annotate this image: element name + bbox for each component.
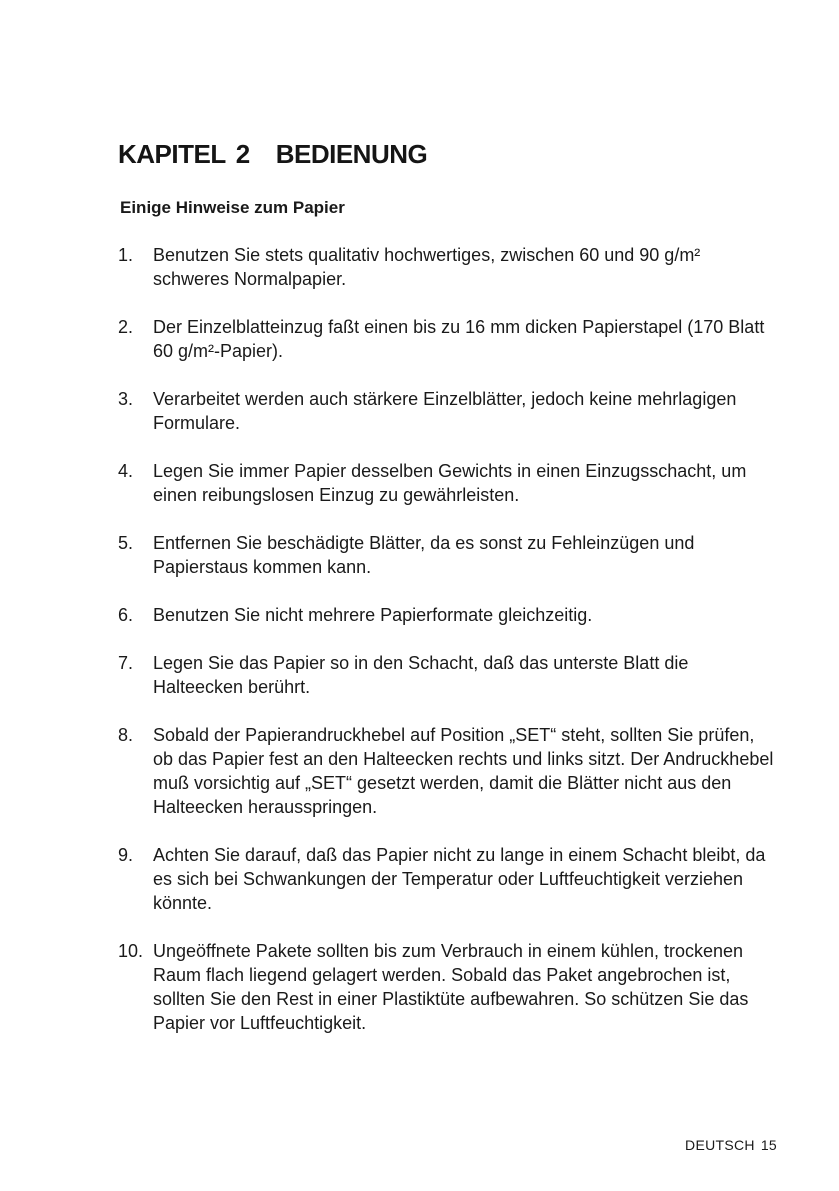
list-item [118,387,778,435]
item-number: 9. [118,845,134,865]
section-heading: Einige Hinweise zum Papier [120,198,345,217]
item-number: 2. [118,317,134,337]
chapter-number: 2 [235,139,250,169]
item-number: 4. [118,461,134,481]
list-item [118,531,778,579]
item-text: Legen Sie immer Papier desselben Gewichts in einen Einzugsschacht, um einen reibungslosen Einzug zu gewährleisten. [153,461,747,505]
footer-language: DEUTSCH [685,1137,755,1153]
item-number: 10. [118,941,144,961]
item-number: 7. [118,653,134,673]
chapter-title [118,139,427,170]
item-text: Achten Sie darauf, daß das Papier nicht zu lange in einem Schacht bleibt, da es sich bei Schwankungen der Temperatur oder Luftfeuchtigkeit verziehen könnte. [153,845,766,913]
item-number: 1. [118,245,134,265]
item-text: Benutzen Sie stets qualitativ hochwertiges, zwischen 60 und 90 g/m² schweres Normalpapier. [153,245,701,289]
item-number: 8. [118,725,134,745]
list-item [118,651,778,699]
item-text: Verarbeitet werden auch stärkere Einzelblätter, jedoch keine mehrlagigen Formulare. [153,389,737,433]
item-text: Sobald der Papierandruckhebel auf Position „SET“ steht, sollten Sie prüfen, ob das Papier fest an den Halteecken rechts und links sitzt. Der Andruckhebel muß vorsichtig auf „SET“ gesetzt werden, damit die Blätter nicht aus den Halteecken herausspringen. [153,725,774,817]
list-item [118,723,778,819]
list-item [118,843,778,915]
item-number: 3. [118,389,134,409]
item-text: Der Einzelblatteinzug faßt einen bis zu 16 mm dicken Papierstapel (170 Blatt 60 g/m²-Papier). [153,317,765,361]
item-text: Ungeöffnete Pakete sollten bis zum Verbrauch in einem kühlen, trockenen Raum flach liegend gelagert werden. Sobald das Paket angebrochen ist, sollten Sie den Rest in einer Plastiktüte aufbewahren. So schützen Sie das Papier vor Luftfeuchtigkeit. [153,941,749,1033]
list-item [118,939,778,1035]
item-text: Legen Sie das Papier so in den Schacht, daß das unterste Blatt die Halteecken berührt. [153,653,689,697]
list-item [118,459,778,507]
item-number: 5. [118,533,134,553]
page-footer [685,1137,777,1153]
list-item [118,315,778,363]
chapter-name: BEDIENUNG [275,139,428,169]
paper-tips-list [118,243,778,1059]
list-item [118,243,778,291]
chapter-label: KAPITEL [118,139,226,169]
item-text: Benutzen Sie nicht mehrere Papierformate gleichzeitig. [153,605,593,625]
item-number: 6. [118,605,134,625]
item-text: Entfernen Sie beschädigte Blätter, da es sonst zu Fehleinzügen und Papierstaus kommen kann. [153,533,695,577]
page-number: 15 [760,1137,777,1153]
list-item [118,603,778,627]
